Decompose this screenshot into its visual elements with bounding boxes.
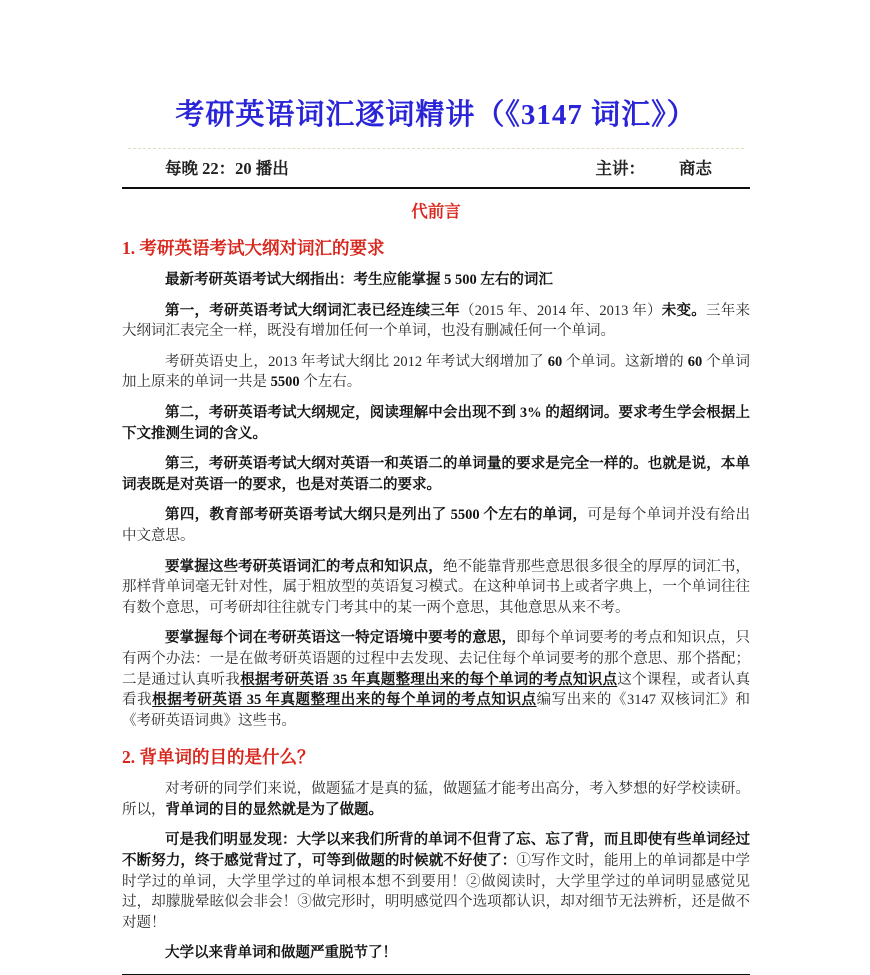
bold-run: 60	[547, 353, 563, 370]
paragraph	[122, 943, 750, 964]
bold-run: 第一，考研英语考试大纲词汇表已经连续三年	[165, 302, 460, 319]
document-content	[122, 96, 750, 975]
bold-run: 第四，教育部考研英语考试大纲只是列出了 5500 个左右的单词，	[165, 507, 588, 524]
broadcast-time: 每晚 22：20 播出	[165, 159, 289, 178]
bold-run: 未变。	[661, 302, 707, 319]
underlined-run: 根据考研英语 35 年真题整理出来的每个单词的考点知识点	[240, 671, 618, 688]
bold-run: 背单词的目的显然就是为了做题。	[165, 801, 383, 818]
paragraph	[122, 403, 750, 444]
paragraph	[122, 352, 750, 393]
text-run: 绝不能靠背那些意思很多很全的厚厚的词汇书，那样背单词毫无针对性，属于粗放型的英语复习模式。在这种单词书上或者字典上，一个单词往往有数个意思，可考研却往往就专门考其中的某一两个意思，其他意思从来不考。	[122, 558, 750, 616]
paragraph	[122, 557, 750, 619]
section-heading: 2. 背单词的目的是什么？	[122, 747, 315, 768]
paragraph	[122, 628, 750, 731]
text-run: 即每个单词要考的考点和知识点，只有两个办法：一是在做考研英语题的过程中去发现、去记住每个单词要考的那个意思、那个搭配；二是通过认真听我	[122, 630, 750, 688]
title-divider	[128, 148, 744, 149]
text-run: （2015 年、2014 年、2013 年）	[459, 302, 662, 319]
lecturer-label: 主讲：	[595, 159, 645, 178]
section-heading: 1. 考研英语考试大纲对词汇的要求	[122, 238, 385, 258]
bold-run: 要掌握每个词在考研英语这一特定语境中要考的意思，	[165, 630, 517, 647]
paragraph	[122, 270, 750, 291]
bold-run: 60	[687, 353, 703, 370]
text-run: 个单词。这新增的	[562, 353, 688, 370]
text-run: 个左右。	[299, 374, 362, 391]
text-run: 对考研的同学们来说，做题猛才是真的猛，做题猛才能考出高分，考入梦想的好学校读研。所以，	[122, 781, 750, 818]
paragraph	[122, 830, 750, 933]
paragraph	[122, 301, 750, 342]
bold-run: 大学以来背单词和做题严重脱节了！	[165, 945, 397, 962]
document-body	[122, 237, 750, 964]
text-run: 个单词加上原来的单词一共是	[122, 353, 751, 391]
bold-run: 第二，考研英语考试大纲规定，阅读理解中会出现不到 3% 的超纲词。要求考生学会根据上下文推测生词的含义。	[122, 404, 750, 442]
text-run: 可是每个单词并没有给出中文意思。	[122, 507, 751, 544]
paragraph	[122, 505, 750, 546]
text-run: 三年来大纲词汇表完全一样，既没有增加任何一个单词，也没有删减任何一个单词。	[122, 302, 751, 340]
bold-run: 第三，考研英语考试大纲对英语一和英语二的单词量的要求是完全一样的。也就是说，本单词表既是对英语一的要求，也是对英语二的要求。	[122, 456, 750, 493]
text-run: 编写出来的《3147 双核词汇》和《考研英语词典》这些书。	[122, 692, 751, 729]
text-run: 这个课程，或者认真看我	[122, 671, 751, 709]
broadcast-row	[122, 151, 750, 189]
bold-run: 最新考研英语考试大纲指出：考生应能掌握 5 500 左右的词汇	[165, 272, 553, 288]
page-title: 考研英语词汇逐词精讲（《3147 词汇》）	[175, 99, 697, 131]
text-run: ①写作文时，能用上的单词都是中学时学过的单词，大学里学过的单词根本想不到要用！②做阅读时，大学里学过的单词明显感觉见过，却朦胧晕眩似会非会！③做完形时，明明感觉四个选项都认识，却对细节无法辨析，还是做不对题！	[122, 853, 750, 931]
lecturer-name: 商志	[679, 159, 712, 178]
text-run: 考研英语史上，2013 年考试大纲比 2012 年考试大纲增加了	[165, 353, 548, 370]
underlined-run: 根据考研英语 35 年真题整理出来的每个单词的考点知识点	[152, 692, 537, 709]
lecturer-block	[596, 155, 751, 179]
bold-run: 可是我们明显发现：大学以来我们所背的单词不但背了忘、忘了背，而且即使有些单词经过不断努力，终于感觉背过了，可等到做题的时候就不好使了：	[122, 832, 750, 870]
bold-run: 5500	[270, 374, 300, 391]
paragraph	[122, 779, 750, 820]
subtitle: 代前言	[411, 202, 461, 221]
paragraph	[122, 454, 750, 495]
bold-run: 要掌握这些考研英语词汇的考点和知识点，	[165, 558, 443, 575]
